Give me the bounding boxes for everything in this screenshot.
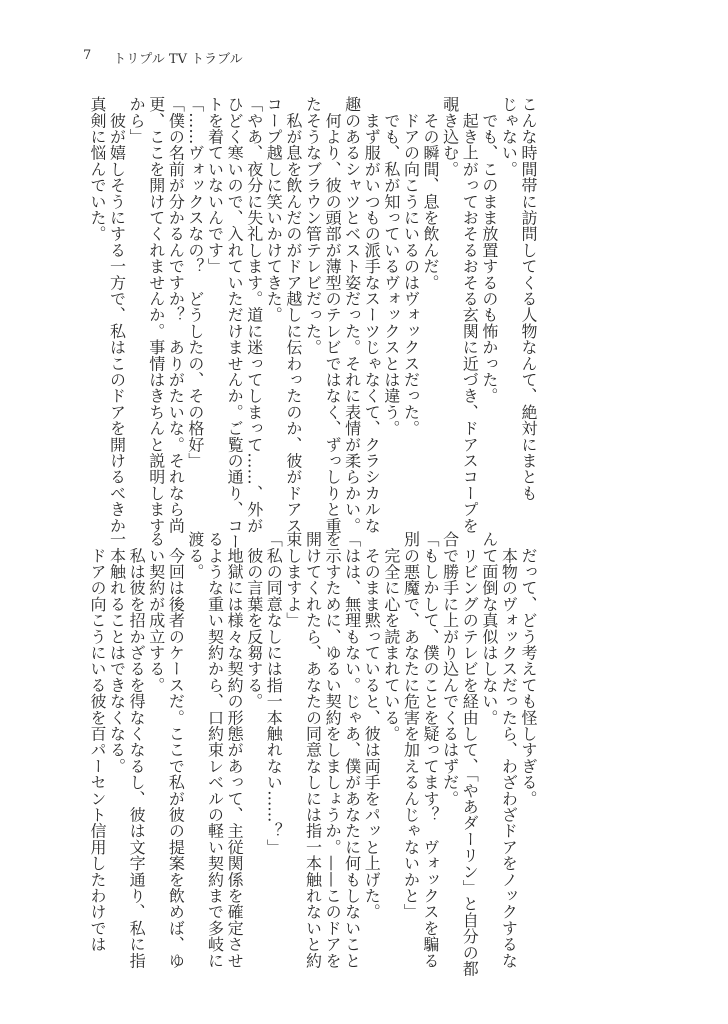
- text-line: まず服がいつもの派手なスーツじゃなくて、クラシカルな: [362, 96, 382, 534]
- text-line: 「僕の名前が分かるんですか？ ありがたいな。それなら尚: [166, 96, 186, 534]
- text-line: こんな時間帯に訪問してくる人物なんて、絶対にまとも: [519, 96, 538, 501]
- text-line: 真剣に悩んでいた。: [87, 96, 107, 242]
- text-line: ドアの向こうにいるのはヴォックスだった。: [401, 96, 421, 437]
- text-line: そのまま黙っていると、彼は両手をパッと上げた。: [362, 531, 382, 920]
- text-line: 起き上がっておそるおそる玄関に近づき、ドアスコープを: [460, 96, 480, 534]
- text-line: 本物のヴォックスだったら、わざわざドアをノックするな: [499, 531, 519, 969]
- chapter-title: トリプル TV トラブル: [113, 52, 243, 67]
- text-line: でも、私が知っているヴォックスとは違う。: [381, 96, 401, 437]
- text-line: 「私の同意なしには指一本触れない……？」: [264, 531, 284, 855]
- text-line: コープ越しに笑いかけてきた。: [264, 96, 284, 323]
- text-line: から」: [127, 96, 147, 145]
- text-line: ドアの向こうにいる彼を百パーセント信用したわけでは: [87, 531, 107, 953]
- text-line: その瞬間、息を飲んだ。: [421, 96, 441, 291]
- text-tier-bottom: [86, 531, 538, 977]
- text-line: 「はは、無理もない。じゃあ、僕があなたに何もしないこと: [342, 531, 362, 969]
- text-line: 更、ここを開けてくれませんか。事情はきちんと説明します: [146, 96, 166, 534]
- text-line: 私が息を飲んだのがドア越しに伝わったのか、彼がドアス: [283, 96, 303, 534]
- text-tier-top: [86, 96, 538, 550]
- text-line: トを着ていないんです」: [205, 96, 225, 275]
- text-line: 渡る。: [185, 531, 205, 580]
- text-line: でも、このまま放置するのも怖かった。: [479, 96, 499, 404]
- text-line: 合で勝手に上がり込んでくるはずだ。: [440, 531, 460, 807]
- text-line: 開けてくれたら、あなたの同意なしには指一本触れないと約: [303, 531, 323, 969]
- text-line: 「もしかして、僕のことを疑ってます？ ヴォックスを騙る: [421, 531, 441, 969]
- text-line: るような重い契約から、口約束レベルの軽い契約まで多岐に: [205, 531, 225, 969]
- text-line: 完全に心を読まれている。: [381, 531, 401, 742]
- text-line: リビングのテレビを経由して、「やあダーリン」と自分の都: [460, 531, 480, 977]
- text-line: だって、どう考えても怪しすぎる。: [519, 531, 538, 807]
- running-header: [83, 48, 243, 67]
- text-line: 一本触れることはできなくなる。: [107, 531, 127, 774]
- text-line: ひどく寒いので、入れていただけませんか。ご覧の通り、コー: [225, 96, 245, 550]
- text-line: 束しますよ」: [283, 531, 303, 629]
- text-line: るい契約が成立する。: [146, 531, 166, 693]
- text-line: 「やあ、夜分に失礼します。道に迷ってしまって……、外が: [244, 96, 264, 534]
- text-line: 彼が嬉しそうにする一方で、私はこのドアを開けるべきか: [107, 96, 127, 534]
- text-line: んて面倒な真似はしない。: [479, 531, 499, 726]
- text-line: 私は彼を招かざるを得なくなるし、彼は文字通り、私に指: [127, 531, 147, 969]
- text-line: たそうなブラウン管テレビだった。: [303, 96, 323, 356]
- page-number: 7: [83, 48, 92, 63]
- text-line: じゃない。: [499, 96, 519, 177]
- text-line: 「……ヴォックスなの？ どうしたの、その格好」: [185, 96, 205, 469]
- text-line: 地獄には様々な契約の形態があって、主従関係を確定させ: [225, 531, 245, 969]
- text-line: 今回は後者のケースだ。ここで私が彼の提案を飲めば、ゆ: [166, 531, 186, 969]
- text-line: 彼の言葉を反芻する。: [244, 531, 264, 710]
- text-line: 別の悪魔で、あなたに危害を加えるんじゃないかと」: [401, 531, 421, 920]
- text-line: 覗き込む。: [440, 96, 460, 177]
- text-line: を示すために、ゆるい契約をしましょうか。——このドアを: [323, 531, 343, 969]
- text-line: 何より、彼の頭部が薄型のテレビではなく、ずっしりと重: [323, 96, 343, 534]
- text-line: 趣のあるシャツとベスト姿だった。それに表情が柔らかい。: [342, 96, 362, 534]
